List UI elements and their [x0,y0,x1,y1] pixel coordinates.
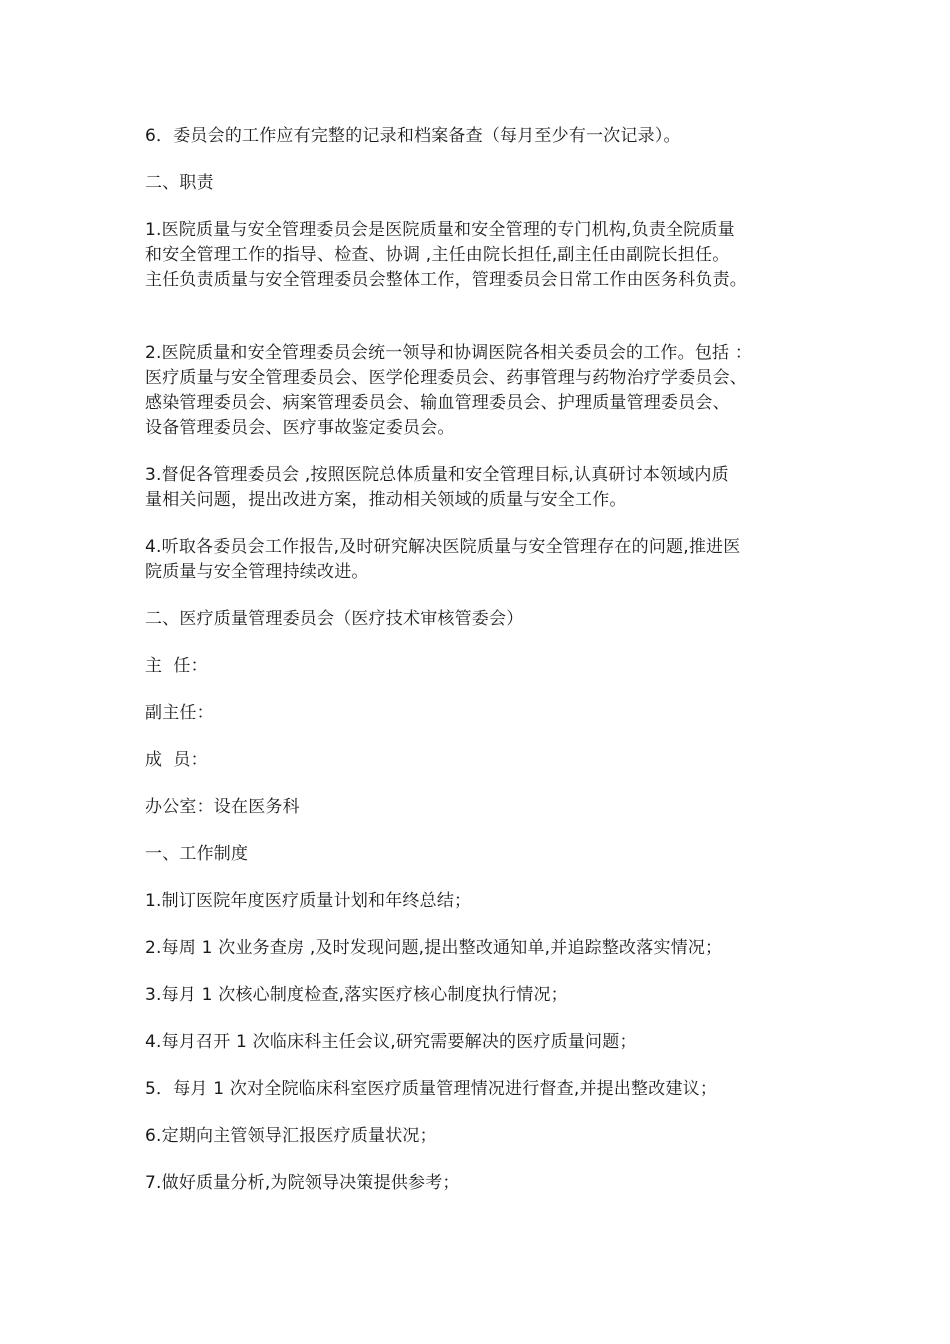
text-line: 6.定期向主管领导汇报医疗质量状况； [145,1126,437,1146]
text-line: 医疗质量与安全管理委员会、医学伦理委员会、药事管理与药物治疗学委员会、 [145,368,747,388]
text-line: 成 员： [145,750,208,770]
list-item-5 [145,1077,835,1102]
text-line: 设备管理委员会、医疗事故鉴定委员会。 [145,418,455,438]
text-line: 一、工作制度 [145,844,249,864]
list-item-7 [145,1171,835,1196]
text-line: 5．每月 1 次对全院临床科室医疗质量管理情况进行督查,并提出整改建议； [145,1079,718,1099]
text-line: 办公室：设在医务科 [145,797,300,817]
text-line: 二、职责 [145,173,214,193]
text-line: 4.听取各委员会工作报告,及时研究解决医院质量与安全管理存在的问题,推进医 [145,537,741,557]
text-line: 3.每月 1 次核心制度检查,落实医疗核心制度执行情况； [145,985,568,1005]
text-line: 7.做好质量分析,为院领导决策提供参考； [145,1173,460,1193]
text-line: 主任负责质量与安全管理委员会整体工作，管理委员会日常工作由医务科负责。 [145,270,747,290]
field-director [145,654,835,679]
text-line: 主 任： [145,656,208,676]
field-office [145,795,835,820]
text-line: 和安全管理工作的指导、检查、协调 ,主任由院长担任,副主任由副院长担任。 [145,245,730,265]
document-body [145,124,835,1218]
field-members [145,748,835,773]
text-line: 2.医院质量和安全管理委员会统一领导和协调医院各相关委员会的工作。包括 ： [145,343,753,363]
text-line: 2.每周 1 次业务查房 ,及时发现问题,提出整改通知单,并追踪整改落实情况； [145,938,723,958]
list-item-4 [145,1030,835,1055]
text-line: 3.督促各管理委员会 ,按照医院总体质量和安全管理目标,认真研讨本领域内质 [145,465,729,485]
text-line: 量相关问题，提出改进方案，推动相关领域的质量与安全工作。 [145,490,627,510]
paragraph-duty-3 [145,463,835,513]
paragraph-record-keeping [145,124,835,149]
paragraph-duty-2 [145,341,835,441]
section-heading-medical-quality-committee [145,607,835,632]
paragraph-duty-1 [145,218,835,293]
section-heading-work-system [145,842,835,867]
text-line: 二、医疗质量管理委员会（医疗技术审核管委会） [145,609,524,629]
text-line: 6．委员会的工作应有完整的记录和档案备查（每月至少有一次记录）。 [145,126,681,146]
text-line: 1.医院质量与安全管理委员会是医院质量和安全管理的专门机构,负责全院质量 [145,220,735,240]
section-heading-duties [145,171,835,196]
list-item-1 [145,889,835,914]
text-line: 1.制订医院年度医疗质量计划和年终总结； [145,891,472,911]
text-line: 4.每月召开 1 次临床科主任会议,研究需要解决的医疗质量问题； [145,1032,637,1052]
list-item-3 [145,983,835,1008]
text-line: 感染管理委员会、病案管理委员会、输血管理委员会、护理质量管理委员会、 [145,393,730,413]
list-item-2 [145,936,835,961]
text-line: 院质量与安全管理持续改进。 [145,562,369,582]
paragraph-duty-4 [145,535,835,585]
list-item-6 [145,1124,835,1149]
text-line: 副主任： [145,703,214,723]
field-deputy-director [145,701,835,726]
